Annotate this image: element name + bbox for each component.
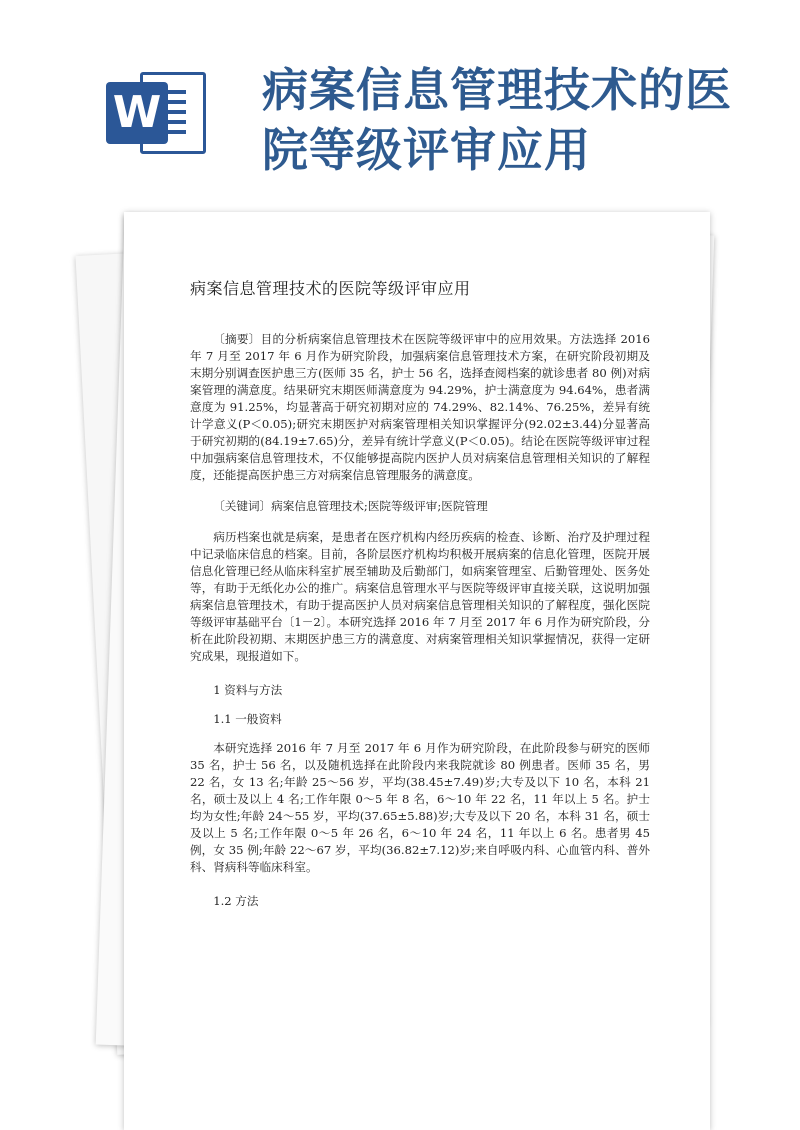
word-document-icon: [106, 62, 214, 162]
keywords-paragraph: 〔关键词〕病案信息管理技术;医院等级评审;医院管理: [213, 499, 488, 513]
subsection-heading: 1.1 一般资料: [213, 712, 282, 726]
word-logo-letter: W: [106, 82, 168, 144]
document-title: 病案信息管理技术的医院等级评审应用: [190, 279, 471, 298]
subsection-heading-method: 1.2 方法: [213, 894, 259, 908]
section-heading: 1 资料与方法: [213, 683, 283, 697]
page-title: 病案信息管理技术的医院等级评审应用: [262, 63, 732, 177]
abstract-paragraph: 〔摘要〕目的分析病案信息管理技术在医院等级评审中的应用效果。方法选择 2016 年 7 月至 2017 年 6 月作为研究阶段，加强病案信息管理技术方案，在研究阶段初期及末期分别调查医护患三方(医师 35 名，护士 56 名，选择查阅档案的就诊患者 80 例)对病案管理的满意度。结果研究末期医师满意度为 94.29%，护士满意度为 94.64%，患者满意度为 91.25%，均显著高于研究初期对应的 74.29%、82.14%、76.25%，差异有统计学意义(P＜0.05);研究末期医护对病案管理相关知识掌握评分(92.02±3.44)分显著高于研究初期的(84.19±7.65)分，差异有统计学意义(P＜0.05)。结论在医院等级评审过程中加强病案信息管理技术，不仅能够提高院内医护人员对病案信息管理相关知识的了解程度，还能提高医护患三方对病案信息管理服务的满意度。: [190, 332, 650, 482]
document-body: [190, 280, 650, 922]
intro-paragraph: 病历档案也就是病案，是患者在医疗机构内经历疾病的检查、诊断、治疗及护理过程中记录临床信息的档案。目前，各阶层医疗机构均积极开展病案的信息化管理，医院开展信息化管理已经从临床科室扩展至辅助及后勤部门，如病案管理室、后勤管理处、医务处等，有助于无纸化办公的推广。病案信息管理水平与医院等级评审直接关联，这说明加强病案信息管理技术，有助于提高医护人员对病案信息管理相关知识的了解程度，强化医院等级评审基础平台〔1－2〕。本研究选择 2016 年 7 月至 2017 年 6 月作为研究阶段，分析在此阶段初期、末期医护患三方的满意度、对病案管理相关知识掌握情况，获得一定研究成果，现报道如下。: [190, 530, 651, 663]
general-data-paragraph: 本研究选择 2016 年 7 月至 2017 年 6 月作为研究阶段，在此阶段参与研究的医师 35 名，护士 56 名，以及随机选择在此阶段内来我院就诊 80 例患者。医师 35 名，男 22 名，女 13 名;年龄 25～56 岁，平均(38.45±7.49)岁;大专及以下 10 名，本科 21 名，硕士及以上 4 名;工作年限 0～5 年 8 名，6～10 年 22 名，11 年以上 5 名。护士均为女性;年龄 24～55 岁，平均(37.65±5.88)岁;大专及以下 20 名，本科 31 名，硕士及以上 5 名;工作年限 0～5 年 26 名，6～10 年 24 名，11 年以上 6 名。患者男 45 例，女 35 例;年龄 22～67 岁，平均(36.82±7.12)岁;来自呼吸内科、心血管内科、普外科、肾病科等临床科室。: [190, 741, 650, 874]
